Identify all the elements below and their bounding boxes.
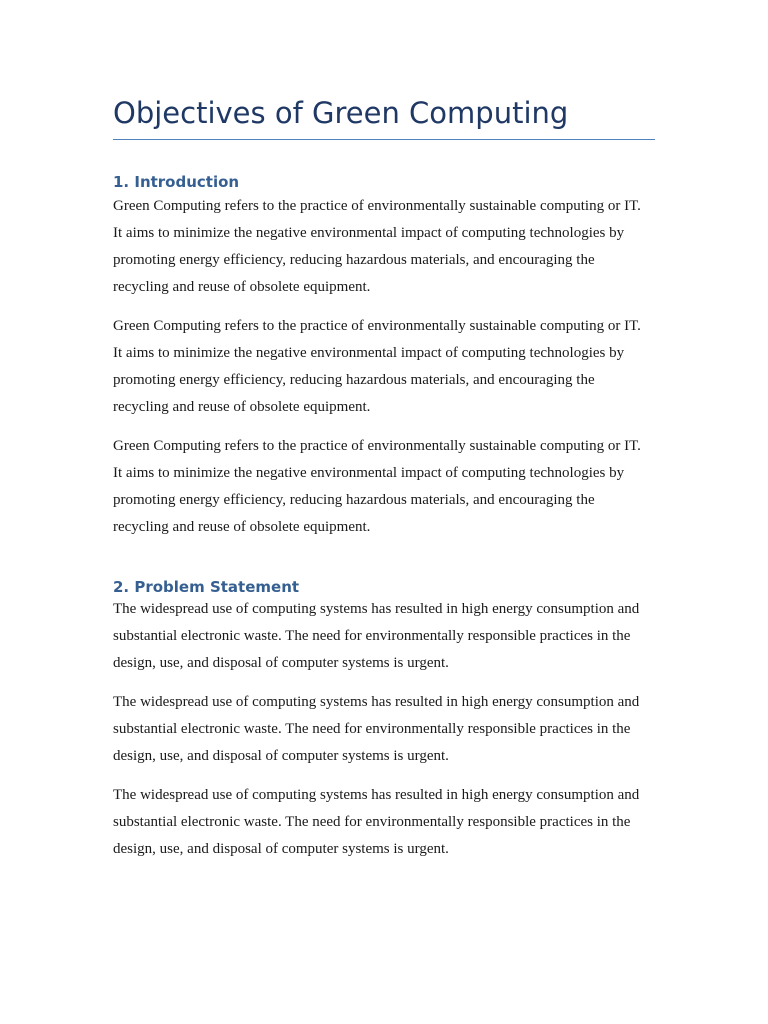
paragraph-line: Green Computing refers to the practice of environmentally sustainable computing or IT.	[113, 198, 641, 214]
paragraph-line: Green Computing refers to the practice of environmentally sustainable computing or IT.	[113, 438, 641, 454]
paragraph-line: It aims to minimize the negative environmental impact of computing technologies by	[113, 345, 625, 361]
paragraph-line: promoting energy efficiency, reducing hazardous materials, and encouraging the	[113, 492, 595, 508]
paragraph-line: design, use, and disposal of computer systems is urgent.	[113, 841, 449, 857]
introduction-paragraph-3	[113, 433, 655, 541]
paragraph-line: substantial electronic waste. The need for environmentally responsible practices in the	[113, 628, 631, 644]
problem-statement-paragraph-3	[113, 782, 655, 863]
problem-statement-paragraph-1	[113, 596, 655, 677]
paragraph-line: promoting energy efficiency, reducing hazardous materials, and encouraging the	[113, 372, 595, 388]
paragraph-line: The widespread use of computing systems has resulted in high energy consumption and	[113, 787, 640, 803]
introduction-paragraph-2	[113, 313, 655, 421]
document-title: Objectives of Green Computing	[113, 96, 569, 130]
paragraph-line: Green Computing refers to the practice of environmentally sustainable computing or IT.	[113, 318, 641, 334]
paragraph-line: It aims to minimize the negative environmental impact of computing technologies by	[113, 465, 625, 481]
section-heading-introduction: 1. Introduction	[113, 173, 240, 191]
problem-statement-paragraph-2	[113, 689, 655, 770]
paragraph-line: The widespread use of computing systems has resulted in high energy consumption and	[113, 601, 640, 617]
paragraph-line: substantial electronic waste. The need for environmentally responsible practices in the	[113, 721, 631, 737]
paragraph-line: promoting energy efficiency, reducing hazardous materials, and encouraging the	[113, 252, 595, 268]
paragraph-line: The widespread use of computing systems has resulted in high energy consumption and	[113, 694, 640, 710]
paragraph-line: design, use, and disposal of computer systems is urgent.	[113, 655, 449, 671]
paragraph-line: recycling and reuse of obsolete equipment.	[113, 399, 371, 415]
introduction-paragraph-1	[113, 193, 655, 301]
paragraph-line: recycling and reuse of obsolete equipment.	[113, 519, 371, 535]
section-heading-problem-statement: 2. Problem Statement	[113, 578, 300, 596]
title-underline	[113, 139, 655, 140]
paragraph-line: It aims to minimize the negative environmental impact of computing technologies by	[113, 225, 625, 241]
paragraph-line: design, use, and disposal of computer systems is urgent.	[113, 748, 449, 764]
paragraph-line: recycling and reuse of obsolete equipment.	[113, 279, 371, 295]
paragraph-line: substantial electronic waste. The need for environmentally responsible practices in the	[113, 814, 631, 830]
